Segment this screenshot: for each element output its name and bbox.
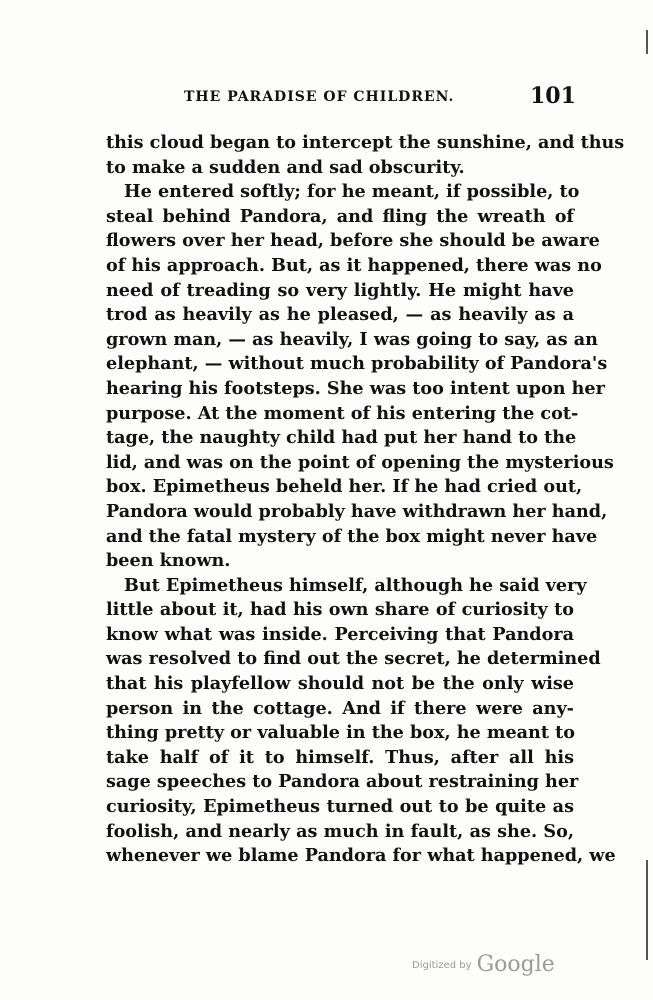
digitized-by-watermark <box>412 952 555 977</box>
text-line: Pandora would probably have withdrawn her hand, <box>106 500 608 522</box>
text-line: steal behind Pandora, and fling the wreath of <box>106 205 574 227</box>
page-header <box>0 83 653 117</box>
text-line: of his approach. But, as it happened, there was no <box>106 254 602 276</box>
page-edge-mark <box>646 30 648 54</box>
text-line: elephant, — without much probability of Pandora's <box>106 353 608 375</box>
text-line: need of treading so very lightly. He might have <box>106 279 574 301</box>
watermark-prefix: Digitized by <box>412 960 472 971</box>
text-line: flowers over her head, before she should be aware <box>106 230 600 252</box>
text-line: been known. <box>106 550 231 572</box>
text-line: foolish, and nearly as much in fault, as she. So, <box>106 820 574 842</box>
text-line: little about it, had his own share of curiosity to <box>106 599 574 621</box>
page-number: 101 <box>530 83 576 109</box>
text-line: know what was inside. Perceiving that Pandora <box>106 623 574 645</box>
text-line: curiosity, Epimetheus turned out to be quite as <box>106 796 574 818</box>
text-line: to make a sudden and sad obscurity. <box>106 156 465 178</box>
text-line: But Epimetheus himself, although he said very <box>124 574 587 596</box>
text-line: thing pretty or valuable in the box, he meant to <box>106 722 575 744</box>
page-edge-mark <box>646 860 648 960</box>
running-title: THE PARADISE OF CHILDREN. <box>184 89 455 105</box>
watermark-brand: Google <box>476 952 555 977</box>
text-line: take half of it to himself. Thus, after all his <box>106 746 574 768</box>
text-line: person in the cottage. And if there were any- <box>106 697 574 719</box>
text-line: hearing his footsteps. She was too intent upon her <box>106 377 605 399</box>
text-line: that his playfellow should not be the only wise <box>106 673 574 695</box>
text-line: and the fatal mystery of the box might never have <box>106 525 598 547</box>
text-line: grown man, — as heavily, I was going to say, as an <box>106 328 598 350</box>
body-text <box>106 131 625 869</box>
text-line: He entered softly; for he meant, if possible, to <box>124 181 580 203</box>
text-line: lid, and was on the point of opening the mysterious <box>106 451 614 473</box>
text-line: sage speeches to Pandora about restraining her <box>106 771 579 793</box>
text-line: purpose. At the moment of his entering the cot- <box>106 402 579 424</box>
text-line: box. Epimetheus beheld her. If he had cried out, <box>106 476 583 498</box>
text-line: was resolved to find out the secret, he determined <box>106 648 601 670</box>
text-line: whenever we blame Pandora for what happened, we <box>106 845 616 867</box>
text-line: this cloud began to intercept the sunshine, and thus <box>106 132 625 153</box>
text-line: trod as heavily as he pleased, — as heavily as a <box>106 304 574 326</box>
text-line: tage, the naughty child had put her hand to the <box>106 427 577 449</box>
